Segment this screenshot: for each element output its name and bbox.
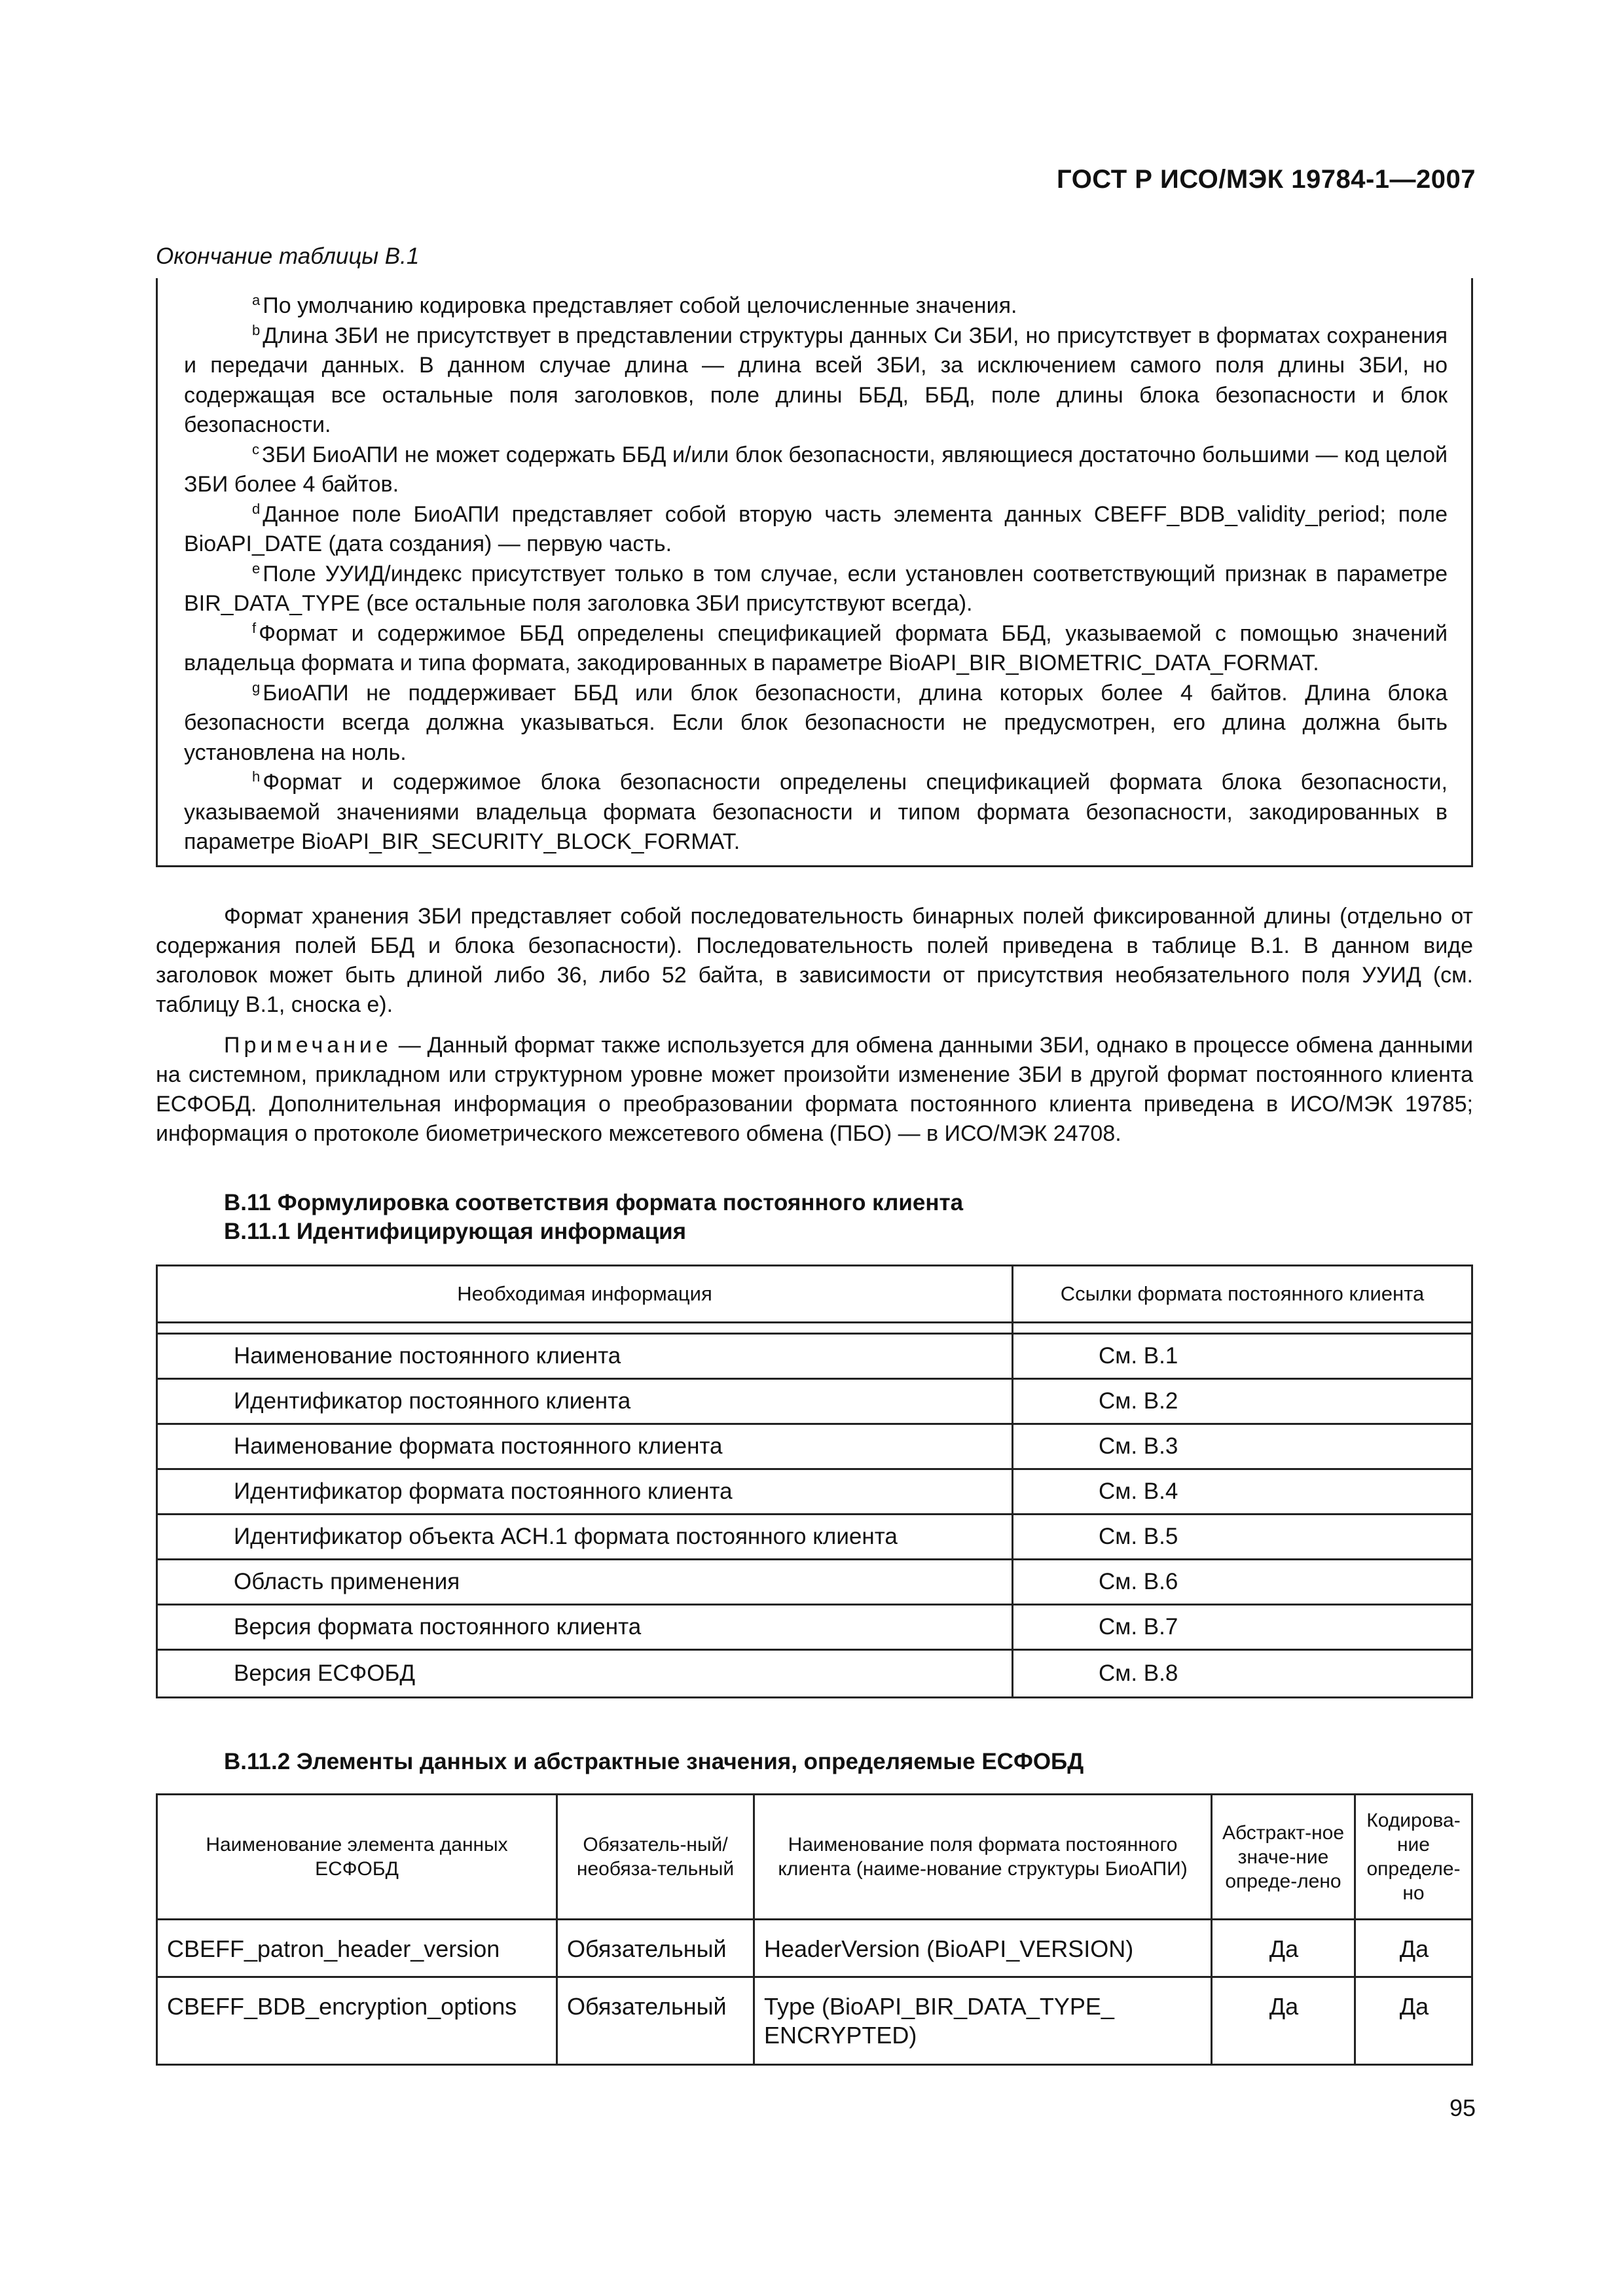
table-row: Идентификатор формата постоянного клиента См. В.4 [157, 1469, 1472, 1515]
document-code: ГОСТ Р ИСО/МЭК 19784-1—2007 [1057, 165, 1476, 194]
table-header: Кодирова-ние определе-но [1355, 1795, 1472, 1920]
footnote: $^a$ По умолчанию кодировка представляет собой целочисленные значения. [252, 292, 1017, 318]
table-header: Наименование элемента данных ЕСФОБД [157, 1795, 557, 1920]
table-row: Версия формата постоянного клиента См. В.7 [157, 1605, 1472, 1650]
section-heading-b11: В.11 Формулировка соответствия формата постоянного клиента [224, 1190, 964, 1215]
header-separator [157, 1323, 1472, 1334]
table-header: Абстракт-ное значе-ние опреде-лено [1212, 1795, 1355, 1920]
footnote: $^e$ Поле УУИД/индекс присутствует только в том случае, если установлен соответствующий признак в параметре BIR_DATA_TYPE (все остальные поля заголовка ЗБИ присутствуют всегда). [184, 560, 1448, 616]
note-paragraph [156, 1031, 1473, 1149]
note-text: — Данный формат также используется для обмена данными ЗБИ, однако в процессе обмена данными на системном, прикладном или структурном уровне может произойти изменение ЗБИ в другой формат постоянного клиента ЕСФОБД. Дополнительная информация о преобразовании формата постоянного клиента приведена в ИСО/МЭК 19785; информация о протоколе биометрического межсетевого обмена (ПБО) — в ИСО/МЭК 24708. [156, 1033, 1473, 1146]
footnote: $^h$ Формат и содержимое блока безопасности определены спецификацией формата блока безопасности, указываемой значениями владельца формата безопасности и типом формата безопасности, закодированных в параметре BioAPI_BIR_SECURITY_BLOCK_FORMAT. [184, 768, 1448, 854]
table-header: Обязатель-ный/необяза-тельный [557, 1795, 754, 1920]
table-row: Область применения См. В.6 [157, 1560, 1472, 1605]
table-row: Версия ЕСФОБД См. В.8 [157, 1650, 1472, 1698]
table-row: Наименование формата постоянного клиента См. В.3 [157, 1424, 1472, 1469]
section-heading-b112: В.11.2 Элементы данных и абстрактные значения, определяемые ЕСФОБД [224, 1749, 1084, 1774]
table-row: CBEFF_patron_header_version Обязательный HeaderVersion (BioAPI_VERSION) Да Да [157, 1920, 1472, 1977]
table-header: Наименование поля формата постоянного клиента (наиме-нование структуры БиоАПИ) [754, 1795, 1212, 1920]
footnote: $^b$ Длина ЗБИ не присутствует в представлении структуры данных Си ЗБИ, но присутствует в форматах сохранения и передачи данных. В данном случае длина — длина всей ЗБИ, за исключением самого поля длины ЗБИ, но содержащая все остальные поля заголовков, поле длины ББД, ББД, поле длины блока безопасности и блок безопасности. [184, 321, 1448, 437]
footnote: $^g$ БиоАПИ не поддерживает ББД или блок безопасности, длина которых более 4 байтов. Длина блока безопасности всегда должна указываться. Если блок безопасности не предусмотрен, его длина должна быть установлена на ноль. [184, 679, 1448, 765]
table-caption: Окончание таблицы В.1 [156, 243, 420, 269]
data-elements-table [156, 1793, 1473, 2066]
table-row: CBEFF_BDB_encryption_options Обязательный Type (BioAPI_BIR_DATA_TYPE_ ENCRYPTED) Да Да [157, 1977, 1472, 2065]
table-row: Идентификатор объекта АСН.1 формата постоянного клиента См. В.5 [157, 1515, 1472, 1560]
table-header: Необходимая информация [157, 1266, 1013, 1323]
footnote: $^d$ Данное поле БиоАПИ представляет собой вторую часть элемента данных CBEFF_BDB_validity_period; поле BioAPI_DATE (дата создания) — первую часть. [184, 500, 1448, 556]
table-row: Идентификатор постоянного клиента См. В.2 [157, 1379, 1472, 1424]
footnote: $^c$ ЗБИ БиоАПИ не может содержать ББД и/или блок безопасности, являющиеся достаточно большими — код целой ЗБИ более 4 байтов. [184, 440, 1448, 497]
footnote: $^f$ Формат и содержимое ББД определены спецификацией формата ББД, указываемой с помощью значений владельца формата и типа формата, закодированных в параметре BioAPI_BIR_BIOMETRIC_DATA_FORMAT. [184, 619, 1448, 675]
footnotes-box [156, 278, 1473, 867]
body-paragraph: Формат хранения ЗБИ представляет собой последовательность бинарных полей фиксированной длины (отдельно от содержания полей ББД и блока безопасности). Последовательность полей приведена в таблице В.1. В данном виде заголовок может быть длиной либо 36, либо 52 байта, в зависимости от присутствия необязательного поля УУИД (см. таблицу В.1, сноска е). [156, 904, 1473, 1017]
page-number: 95 [1449, 2094, 1476, 2121]
section-heading-b111: В.11.1 Идентифицирующая информация [224, 1219, 687, 1244]
identifying-info-table [156, 1265, 1473, 1698]
table-row: Наименование постоянного клиента См. В.1 [157, 1334, 1472, 1379]
table-header: Ссылки формата постоянного клиента [1013, 1266, 1472, 1323]
note-label: Примечание [224, 1033, 392, 1058]
